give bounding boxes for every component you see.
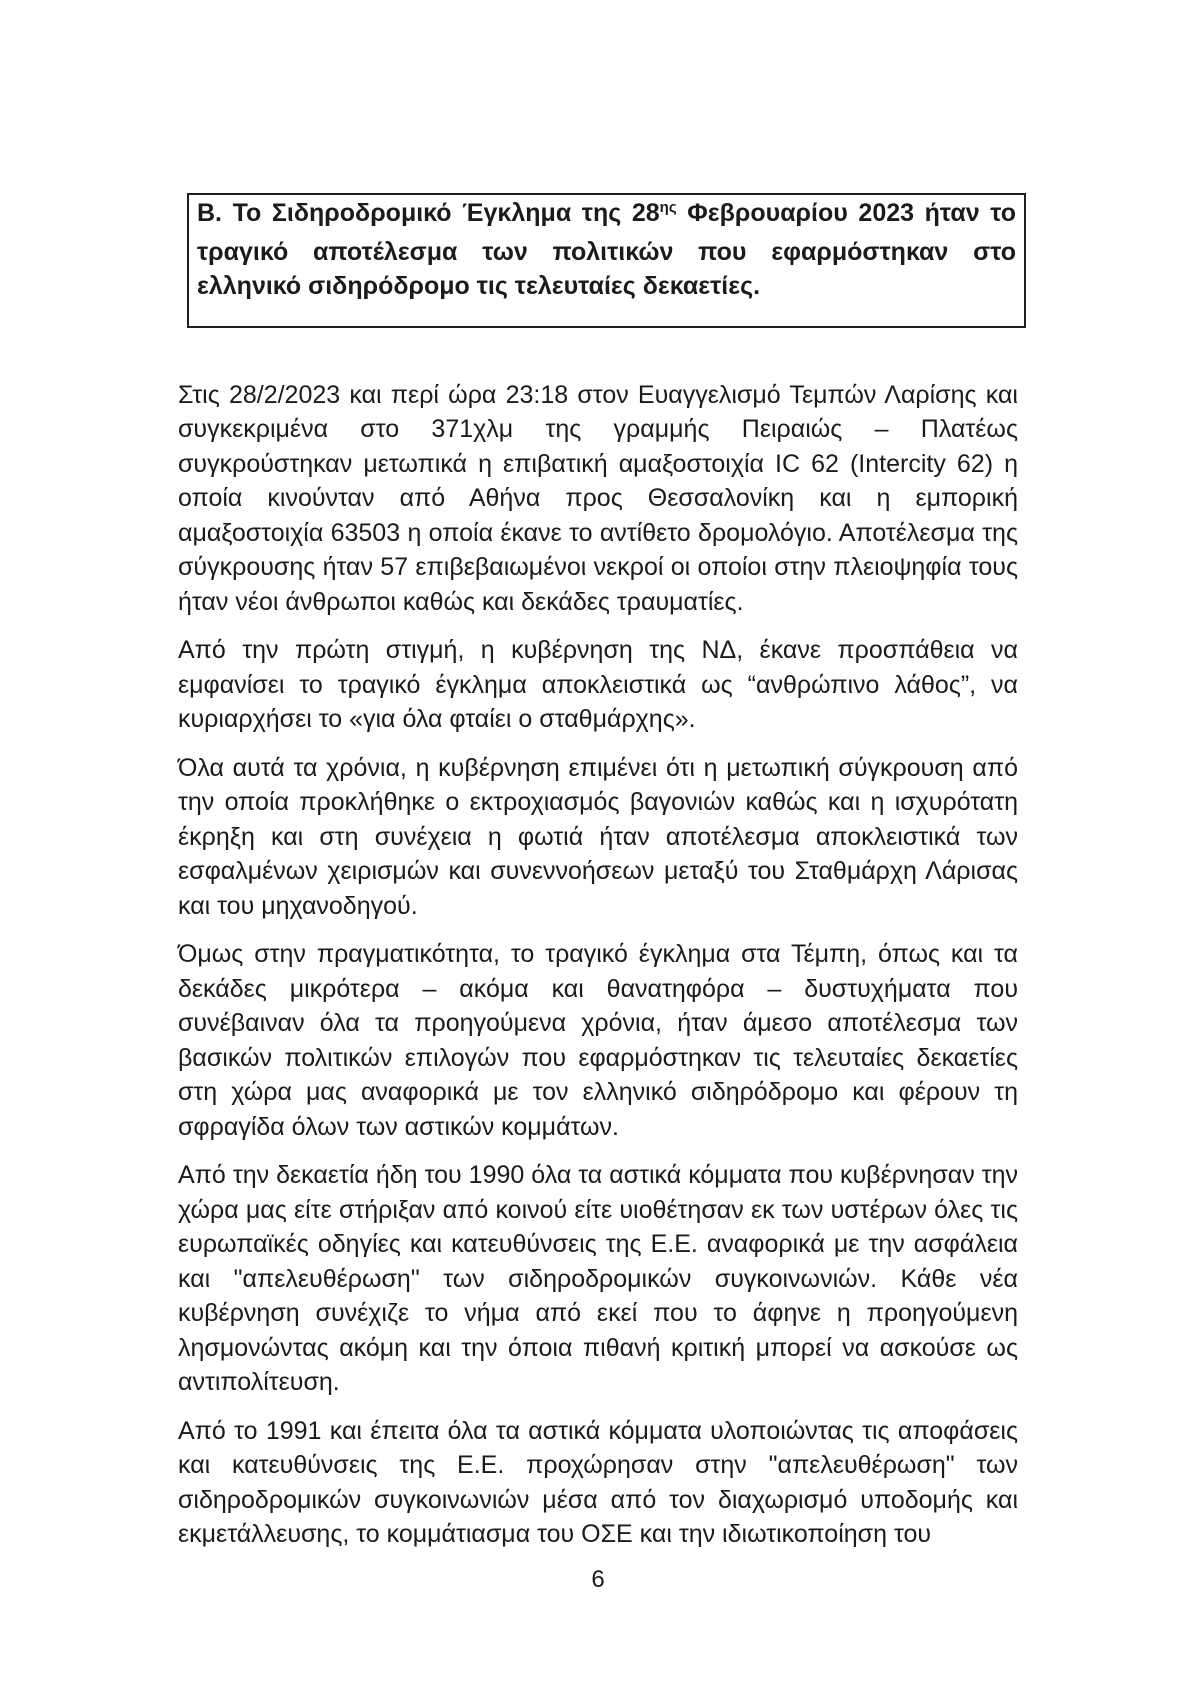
heading-text-suffix: Φεβρουαρίου 2023 ήταν το τραγικό αποτέλεσμα των πολιτικών που εφαρμόστηκαν στο ελληνικό σιδηρόδρομο τις τελευταίες δεκαετίες. [197,199,1016,300]
paragraph-1991-liberalization: Από το 1991 και έπειτα όλα τα αστικά κόμματα υλοποιώντας τις αποφάσεις και κατευθύνσεις της Ε.Ε. προχώρησαν στην "απελευθέρωση" των σιδηροδρομικών συγκοινωνιών μέσα από τον διαχωρισμό υποδομής και εκμετάλλευσης, το κομμάτιασμα του ΟΣΕ και την ιδιωτικοποίηση του [178,1416,1018,1548]
heading-superscript: ης [659,199,677,216]
paragraph-1990-policies: Από την δεκαετία ήδη του 1990 όλα τα αστικά κόμματα που κυβέρνησαν την χώρα μας είτε στήριξαν από κοινού είτε υιοθέτησαν εκ των υστέρων όλες τις ευρωπαϊκές οδηγίες και κατευθύνσεις της Ε.Ε. αναφορικά με την ασφάλεια και "απελευθέρωση" των σιδηροδρομικών συγκοινωνιών. Κάθε νέα κυβέρνηση συνέχιζε το νήμα από εκεί που το άφηνε η προηγούμενη λησμονώντας ακόμη και την όποια πιθανή κριτική μπορεί να ασκούσε ως αντιπολίτευση. [178,1161,1018,1396]
heading-box [187,193,1026,328]
paragraph-government-insistence: Όλα αυτά τα χρόνια, η κυβέρνηση επιμένει ότι η μετωπική σύγκρουση από την οποία προκλήθηκε ο εκτροχιασμός βαγονιών καθώς και η ισχυρότατη έκρηξη και στη συνέχεια η φωτιά ήταν αποτέλεσμα αποκλειστικά των εσφαλμένων χειρισμών και συνεννοήσεων μεταξύ του Σταθμάρχη Λάρισας και του μηχανοδηγού. [178,753,1018,920]
document-content [178,193,1018,1595]
page-number: 6 [591,1565,605,1593]
paragraph-accident-description: Στις 28/2/2023 και περί ώρα 23:18 στον Ευαγγελισμό Τεμπών Λαρίσης και συγκεκριμένα στο 371χλμ της γραμμής Πειραιώς – Πλατέως συγκρούστηκαν μετωπικά η επιβατική αμαξοστοιχία IC 62 (Intercity 62) η οποία κινούνταν από Αθήνα προς Θεσσαλονίκη και η εμπορική αμαξοστοιχία 63503 η οποία έκανε το αντίθετο δρομολόγιο. Αποτέλεσμα της σύγκρουσης ήταν 57 επιβεβαιωμένοι νεκροί οι οποίοι στην πλειοψηφία τους ήταν νέοι άνθρωποι καθώς και δεκάδες τραυματίες. [178,380,1018,616]
paragraph-government-reaction: Από την πρώτη στιγμή, η κυβέρνηση της ΝΔ, έκανε προσπάθεια να εμφανίσει το τραγικό έγκλημα αποκλειστικά ως “ανθρώπινο λάθος”, να κυριαρχήσει το «για όλα φταίει ο σταθμάρχης». [178,636,1018,733]
heading-text-prefix: Β. Το Σιδηροδρομικό Έγκλημα της 28 [197,199,660,227]
paragraph-real-causes: Όμως στην πραγματικότητα, το τραγικό έγκλημα στα Τέμπη, όπως και τα δεκάδες μικρότερα – ακόμα και θανατηφόρα – δυστυχήματα που συνέβαιναν όλα τα προηγούμενα χρόνια, ήταν άμεσο αποτέλεσμα των βασικών πολιτικών επιλογών που εφαρμόστηκαν τις τελευταίες δεκαετίες στη χώρα μας αναφορικά με τον ελληνικό σιδηρόδρομο και φέρουν τη σφραγίδα όλων των αστικών κομμάτων. [178,940,1018,1141]
